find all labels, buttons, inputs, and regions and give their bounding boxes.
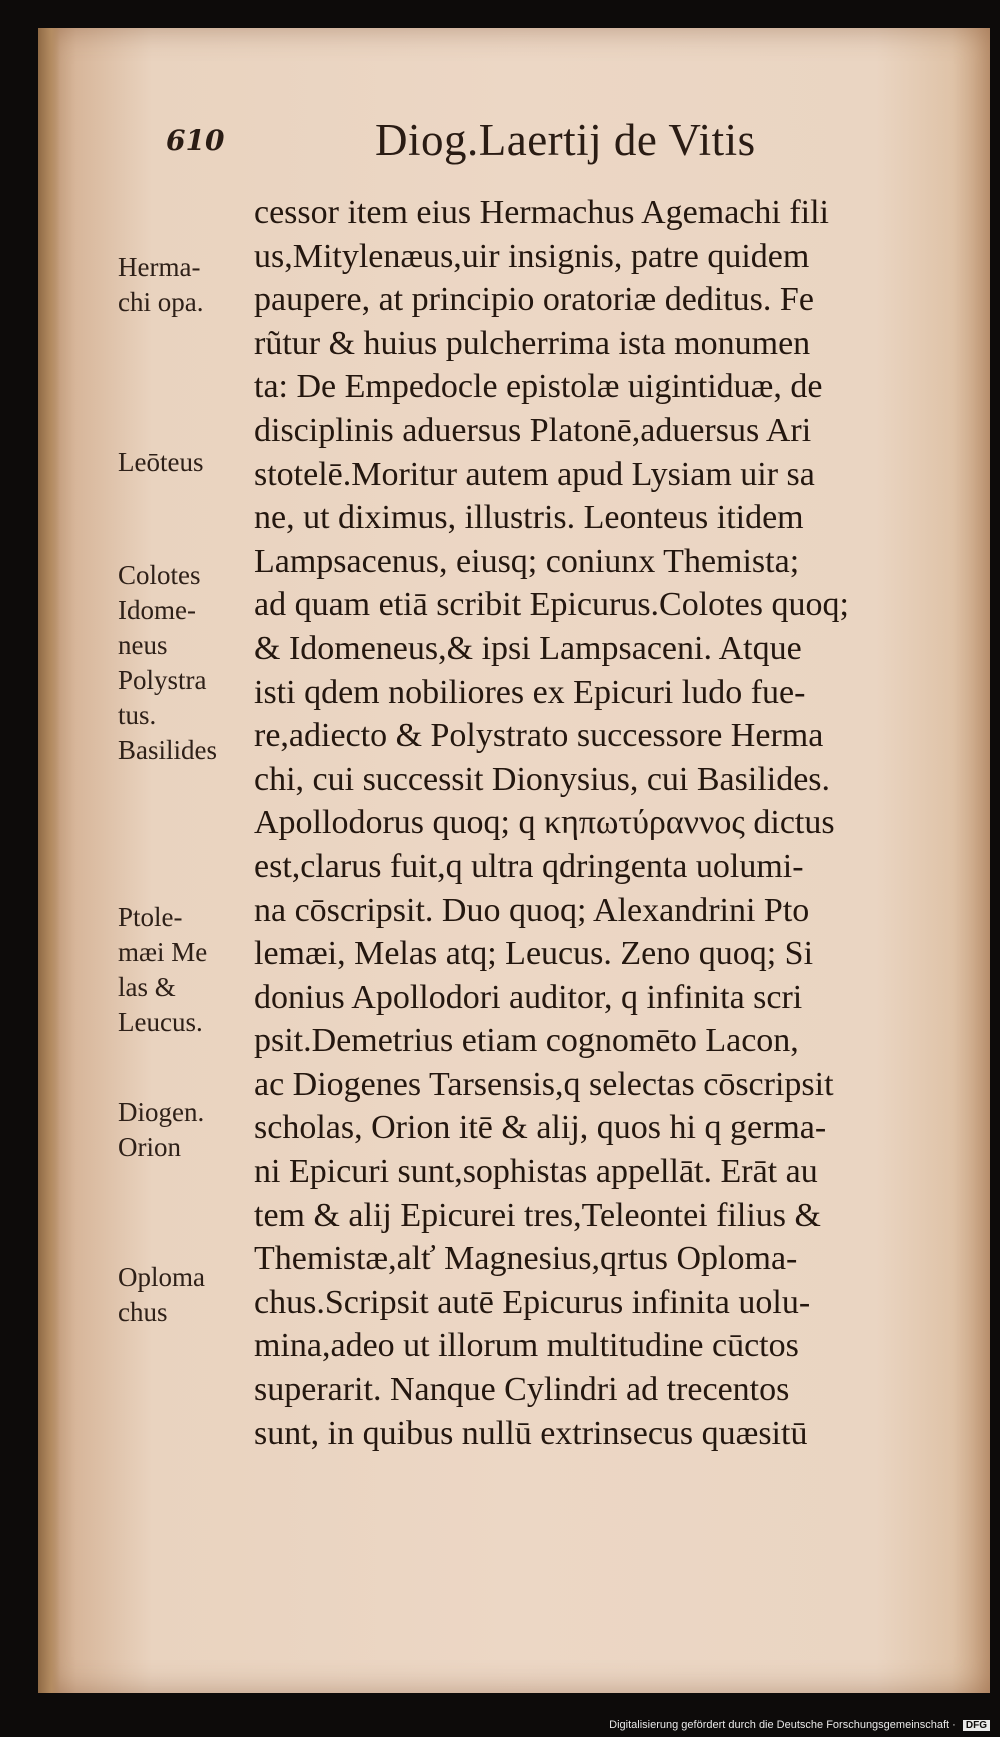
text-line: chi, cui successit Dionysius, cui Basilides. [254,760,831,798]
text-line: & Idomeneus,& ipsi Lampsaceni. Atque [254,629,802,667]
text-line: est,clarus fuit,q ultra qdringenta uolumi- [254,847,804,885]
text-line: donius Apollodori auditor, q infinita scri [254,978,803,1016]
running-head: Diog.Laertij de Vitis [375,115,756,165]
digitization-credit [609,1719,990,1731]
margin-note-leonteus: Leōteus [118,447,204,477]
text-line: ne, ut diximus, illustris. Leonteus itidem [254,499,804,537]
text-line: sunt, in quibus nullū extrinsecus quæsitū [254,1414,808,1452]
text-line: chus.Scripsit autē Epicurus infinita uolu- [254,1283,811,1321]
text-line: re,adiecto & Polystrato successore Herma [254,717,824,755]
text-line: us,Mitylenæus,uir insignis, patre quidem [254,237,810,275]
text-line: disciplinis aduersus Platonē,aduersus Ari [254,411,812,449]
margin-note-colotes: Colotes Idome- neus Polystra tus. Basilides [118,560,217,765]
text-line: psit.Demetrius etiam cognomēto Lacon, [254,1022,799,1060]
text-line: Lampsacenus, eiusq; coniunx Themista; [254,542,800,580]
text-line: ad quam etiā scribit Epicurus.Colotes quoq; [254,586,849,624]
text-line: scholas, Orion itē & alij, quos hi q germa- [254,1109,827,1147]
text-line: rũtur & huius pulcherrima ista monumen [254,324,811,362]
margin-note-hermachi: Herma- chi opa. [118,252,204,317]
margin-note-ptolemaei: Ptole- mæi Me las & Leucus. [118,902,208,1037]
page-gutter [38,28,60,1693]
text-line: lemæi, Melas atq; Leucus. Zeno quoq; Si [254,935,814,973]
text-line: Apollodorus quoq; q κηπωτύραννος dictus [254,804,835,842]
book-page [38,28,990,1693]
text-line: ta: De Empedocle epistolæ uigintiduæ, de [254,368,823,406]
text-line: na cōscripsit. Duo quoq; Alexandrini Pto [254,891,810,929]
text-line: Themistæ,alť Magnesius,qrtus Oploma- [254,1240,798,1278]
margin-note-oplomachus: Oploma chus [118,1262,205,1327]
text-line: ac Diogenes Tarsensis,q selectas cōscripsit [254,1065,834,1103]
text-line: cessor item eius Hermachus Agemachi fili [254,194,829,231]
text-line: mina,adeo ut illorum multitudine cūctos [254,1327,799,1365]
body-text [254,191,1000,1455]
text-line: ni Epicuri sunt,sophistas appellāt. Erāt au [254,1153,818,1191]
margin-note-diogenes: Diogen. Orion [118,1097,205,1162]
text-line: stotelē.Moritur autem apud Lysiam uir sa [254,455,815,493]
dfg-logo: DFG [963,1720,990,1731]
text-line: isti qdem nobiliores ex Epicuri ludo fue- [254,673,806,711]
text-line: superarit. Nanque Cylindri ad trecentos [254,1371,790,1409]
text-line: tem & alij Epicurei tres,Teleontei filius & [254,1196,821,1234]
credit-text: Digitalisierung gefördert durch die Deutsche Forschungsgemeinschaft · [609,1719,956,1731]
text-line: paupere, at principio oratoriæ deditus. Fe [254,281,814,319]
page-number: 610 [166,124,225,157]
page-header [38,115,990,180]
